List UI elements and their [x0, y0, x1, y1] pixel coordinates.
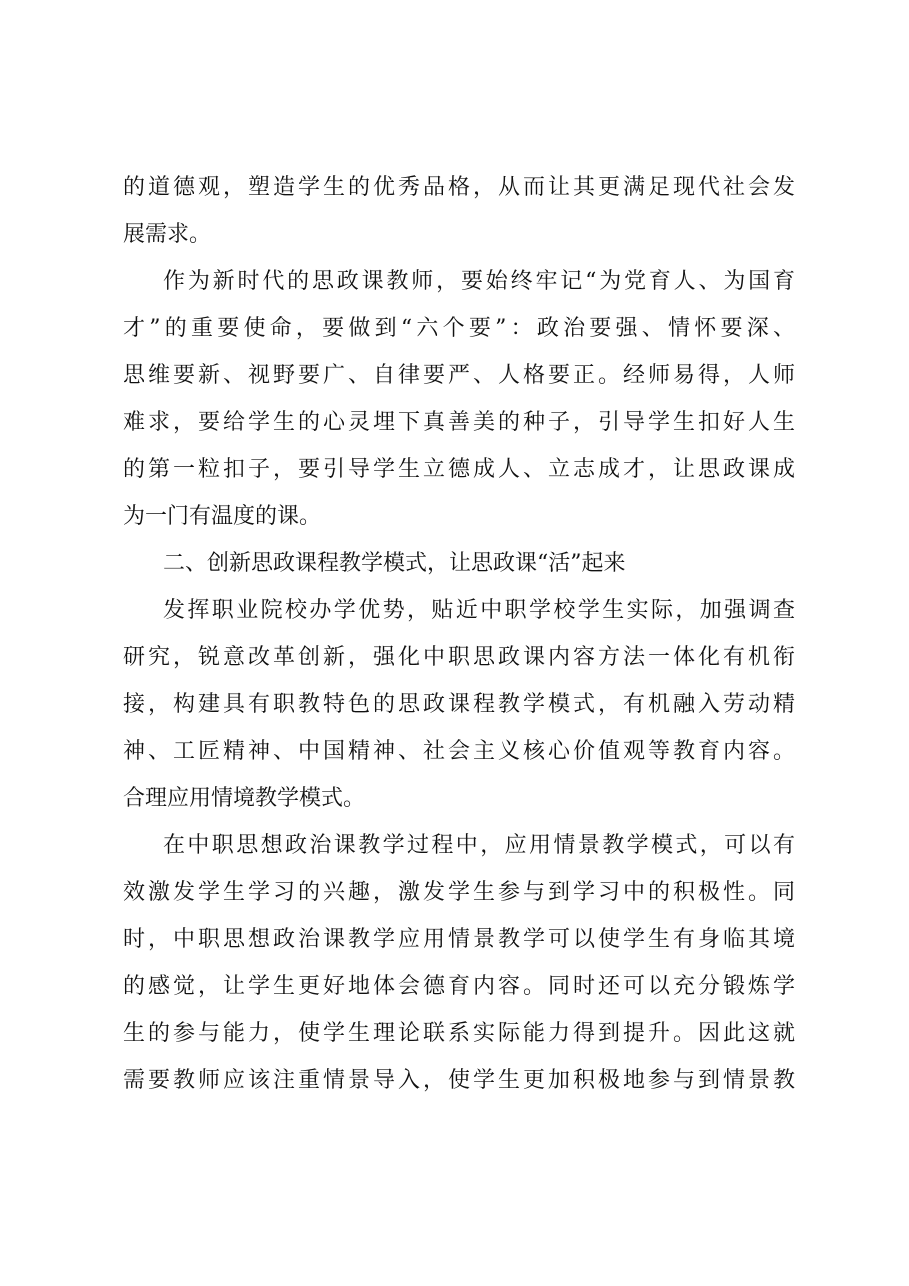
text-line: 难求，要给学生的心灵埋下真善美的种子，引导学生扣好人生 — [123, 410, 795, 435]
text-line: 接，构建具有职教特色的思政课程教学模式，有机融入劳动精 — [123, 692, 795, 717]
paragraph-first-line: 作为新时代的思政课教师，要始终牢记“为党育人、为国育 — [163, 269, 795, 294]
text-line: 展需求。 — [123, 222, 212, 247]
text-line: 研究，锐意改革创新，强化中职思政课内容方法一体化有机衔 — [123, 645, 795, 670]
text-line: 为一门有温度的课。 — [123, 504, 322, 529]
paragraph-first-line: 发挥职业院校办学优势，贴近中职学校学生实际，加强调查 — [163, 598, 795, 623]
section-heading: 二、创新思政课程教学模式，让思政课“活”起来 — [163, 551, 626, 576]
text-line: 才”的重要使命，要做到“六个要”：政治要强、情怀要深、 — [123, 316, 795, 341]
text-line: 的第一粒扣子，要引导学生立德成人、立志成才，让思政课成 — [123, 457, 795, 482]
text-line: 的感觉，让学生更好地体会德育内容。同时还可以充分锻炼学 — [123, 974, 795, 999]
text-line: 生的参与能力，使学生理论联系实际能力得到提升。因此这就 — [123, 1021, 795, 1046]
text-line: 思维要新、视野要广、自律要严、人格要正。经师易得，人师 — [123, 363, 795, 388]
text-line: 神、工匠精神、中国精神、社会主义核心价值观等教育内容。 — [123, 739, 795, 764]
text-line: 时，中职思想政治课教学应用情景教学可以使学生有身临其境 — [123, 927, 795, 952]
text-line: 的道德观，塑造学生的优秀品格，从而让其更满足现代社会发 — [123, 175, 795, 200]
text-line: 效激发学生学习的兴趣，激发学生参与到学习中的积极性。同 — [123, 880, 795, 905]
text-line: 合理应用情境教学模式。 — [123, 786, 366, 811]
paragraph-first-line: 在中职思想政治课教学过程中，应用情景教学模式，可以有 — [163, 833, 795, 858]
text-line: 需要教师应该注重情景导入，使学生更加积极地参与到情景教 — [123, 1068, 795, 1093]
